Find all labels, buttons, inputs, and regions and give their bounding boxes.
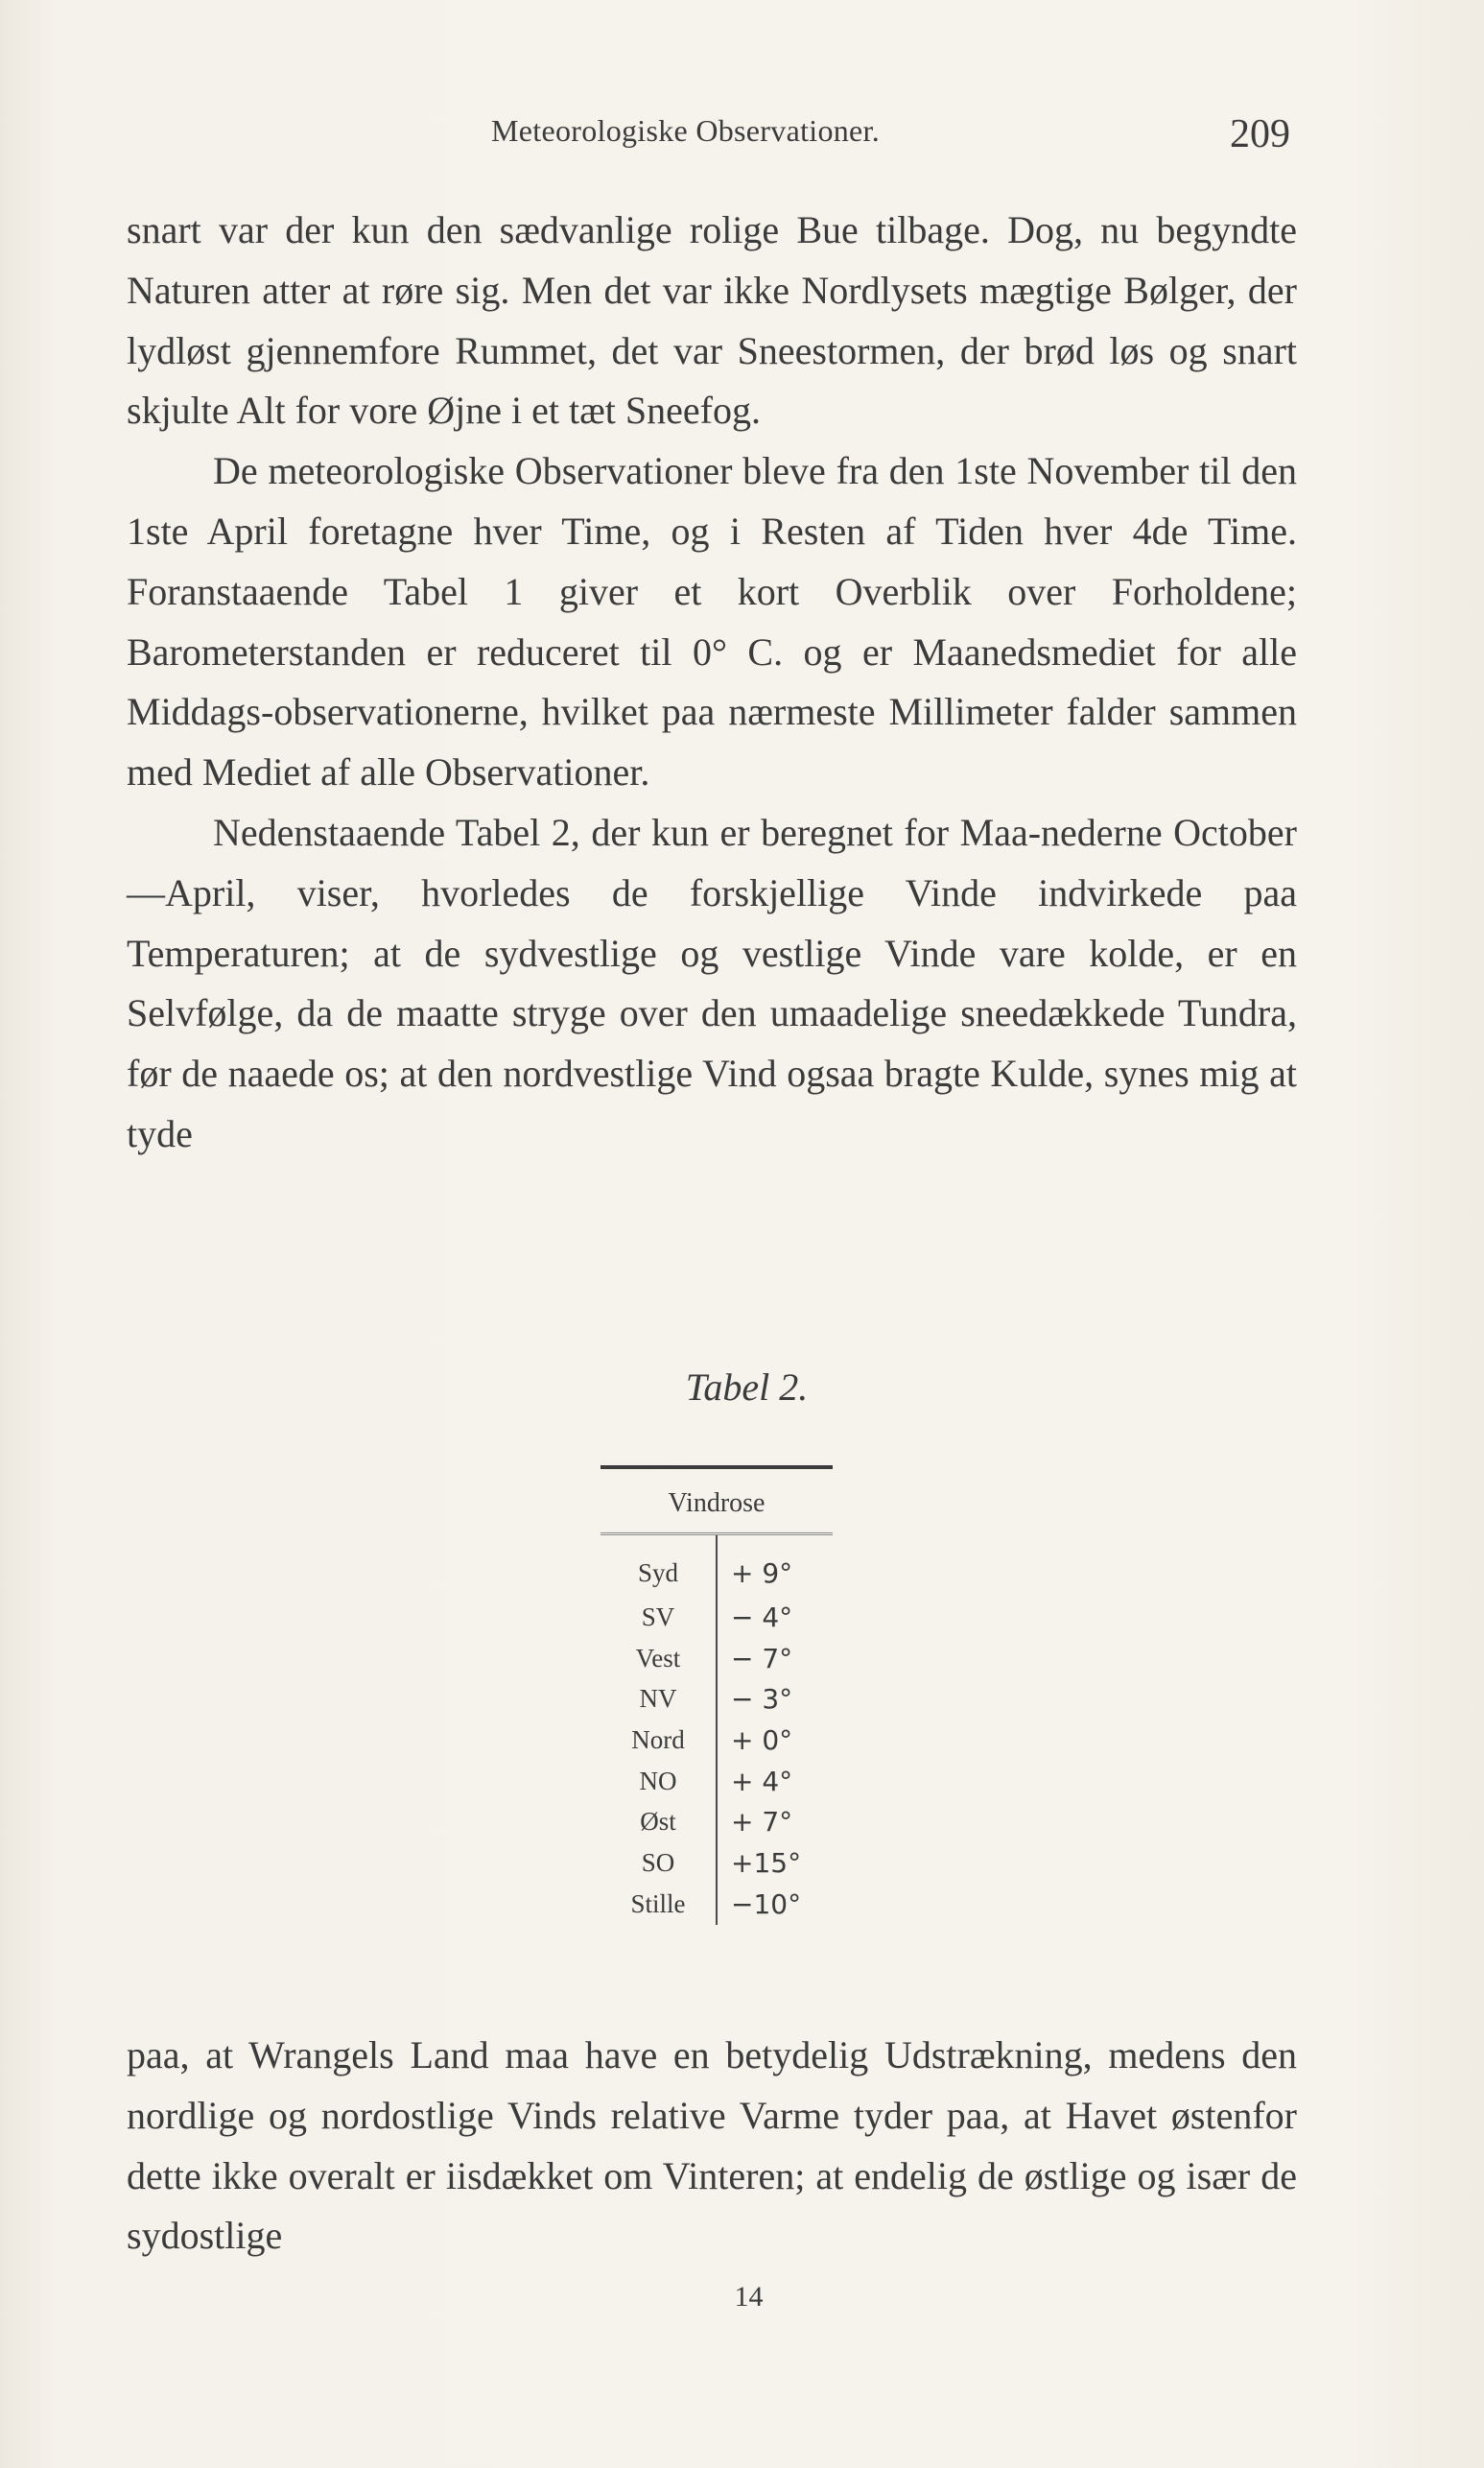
wind-direction: NV [601,1678,717,1720]
temperature-value: − 4° [731,1601,793,1633]
page-number: 209 [1230,112,1290,156]
wind-direction: SO [601,1842,717,1884]
wind-direction: Vest [601,1638,717,1679]
table-row [601,1842,833,1884]
temperature-value: +15° [731,1846,802,1879]
wind-direction: Stille [601,1884,717,1925]
wind-temperature-table [601,1465,833,1925]
body-text-bottom [127,2026,1297,2266]
wind-direction: Nord [601,1720,717,1761]
wind-direction: NO [601,1761,717,1802]
table-row [601,1678,833,1720]
paragraph: snart var der kun den sædvanlige rolige Bue tilbage. Dog, nu begyndte Naturen atter at røre sig. Men det var ikke Nordlysets mægtige Bølger, der lydløst gjennemfore Rummet, det var Sneestormen, der brød løs og snart skjulte Alt for vore Øjne i et tæt Sneefog. [127,208,1297,433]
temperature-value: − 3° [731,1683,793,1716]
wind-direction: Syd [601,1534,717,1598]
wind-direction: Øst [601,1801,717,1842]
table-row [601,1534,833,1598]
table-row [601,1884,833,1925]
table-row [601,1720,833,1761]
running-head [0,107,1484,155]
paragraph: paa, at Wrangels Land maa have en betydelig Udstrækning, medens den nordlige og nordostlige Vinds relative Varme tyder paa, at Havet østenfor dette ikke overalt er iisdækket om Vinteren; at endelig de østlige og især de sydostlige [127,2033,1297,2258]
table-row [601,1761,833,1802]
table-row [601,1801,833,1842]
temperature-value: + 7° [731,1806,793,1839]
temperature-value: − 7° [731,1642,793,1674]
table-row [601,1638,833,1679]
table-row [601,1597,833,1638]
temperature-value: −10° [731,1887,802,1920]
table-caption: Tabel 2. [685,1365,809,1409]
body-text-top [127,201,1297,1165]
signature-mark: 14 [734,2281,764,2313]
paragraph: Nedenstaaende Tabel 2, der kun er beregnet for Maa-nederne October—April, viser, hvorledes de forskjellige Vinde indvirkede paa Temperaturen; at de sydvestlige og vestlige Vinde vare kolde, er en Selvfølge, da de maatte stryge over den umaadelige sneedækkede Tundra, før de naaede os; at den nordvestlige Vind ogsaa bragte Kulde, synes mig at tyde [127,810,1297,1155]
temperature-value: + 0° [731,1723,793,1756]
temperature-value: + 4° [731,1765,793,1797]
wind-direction: SV [601,1597,717,1638]
paragraph: De meteorologiske Observationer bleve fra den 1ste November til den 1ste April foretagne hver Time, og i Resten af Tiden hver 4de Time. Foranstaaende Tabel 1 giver et kort Overblik over Forholdene; Barometerstanden er reduceret til 0° C. og er Maanedsmediet for alle Middags-observationerne, hvilket paa nærmeste Millimeter falder sammen med Mediet af alle Observationer. [127,449,1297,795]
running-title: Meteorologiske Observationer. [491,113,881,148]
temperature-value: + 9° [731,1556,793,1589]
table-header-vindrose: Vindrose [601,1467,833,1534]
